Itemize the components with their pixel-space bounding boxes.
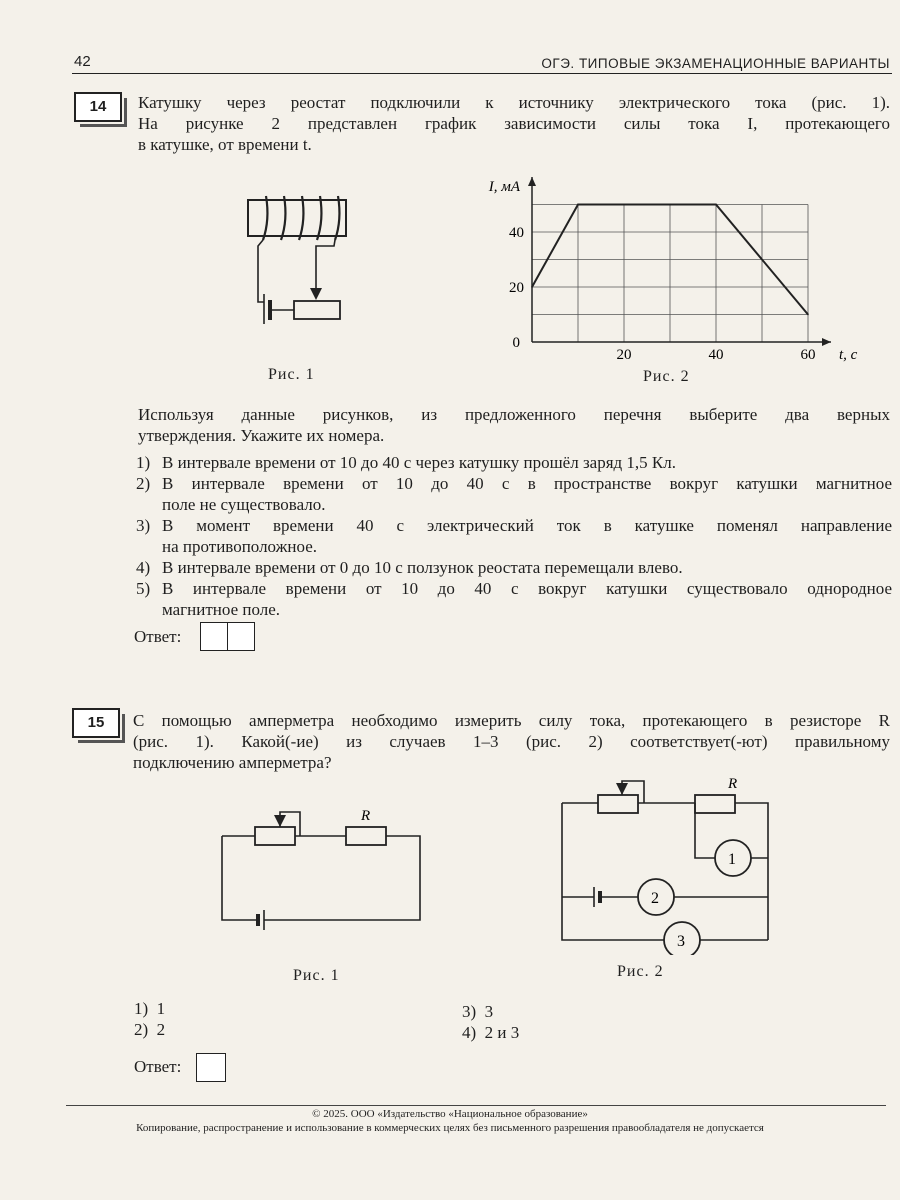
q15-intro-line-3: подключению амперметра? bbox=[133, 753, 332, 772]
q15-option-3 bbox=[462, 1001, 493, 1022]
question-14-number: 14 bbox=[74, 92, 122, 122]
chart-x-tick-label: 60 bbox=[800, 347, 816, 363]
q14-intro-line-1: Катушку через реостат подключили к источнику электрического тока (рис. 1). bbox=[138, 93, 890, 112]
q14-options bbox=[136, 452, 892, 620]
q15-option-1-text: 1 bbox=[156, 999, 166, 1018]
q14-option-1 bbox=[136, 452, 892, 473]
q14-option-3-line-2: на противоположное. bbox=[162, 537, 317, 556]
q14-answer-cell-2[interactable] bbox=[227, 622, 255, 651]
q15-fig1-r-label: R bbox=[361, 808, 371, 824]
q15-fig1-caption: Рис. 1 bbox=[293, 967, 340, 984]
q14-intro-line-3: в катушке, от времени t. bbox=[138, 135, 312, 154]
chart-x-tick-label: 20 bbox=[616, 347, 632, 363]
q14-task bbox=[138, 404, 890, 446]
q14-option-1-text: В интервале времени от 10 до 40 с через катушку прошёл заряд 1,5 Кл. bbox=[162, 453, 677, 472]
q14-task-line-2: утверждения. Укажите их номера. bbox=[138, 426, 385, 445]
chart-point bbox=[531, 286, 533, 288]
coil-lead-left bbox=[258, 240, 264, 302]
q14-option-4-num: 4) bbox=[136, 558, 151, 577]
q15-fig1-slider-arrow bbox=[274, 815, 286, 827]
q14-option-1-num: 1) bbox=[136, 453, 151, 472]
q15-answer-cell[interactable] bbox=[196, 1053, 226, 1082]
q14-answer-cell-1[interactable] bbox=[200, 622, 228, 651]
q14-intro-line-2: На рисунке 2 представлен график зависимости силы тока I, протекающего bbox=[138, 114, 890, 133]
q15-fig2-resistor bbox=[695, 795, 735, 813]
chart-x-tick-label: 40 bbox=[708, 347, 724, 363]
q14-option-2-line-2: поле не существовало. bbox=[162, 495, 326, 514]
q15-fig2-ammeter-2-label: 2 bbox=[651, 890, 659, 907]
chart-origin-label: 0 bbox=[512, 335, 520, 351]
q15-answer-label: Ответ: bbox=[134, 1057, 182, 1076]
q15-fig2-ammeter-1-label: 1 bbox=[728, 851, 736, 868]
coil-windings bbox=[263, 196, 339, 240]
q15-fig2-branch-1-left bbox=[695, 803, 715, 858]
q15-fig2-slider-arrow bbox=[616, 783, 628, 795]
q15-fig1-resistor bbox=[346, 827, 386, 845]
chart-point bbox=[807, 314, 809, 316]
q14-option-3-line-1: В момент времени 40 с электрический ток в катушке поменял направление bbox=[162, 516, 892, 535]
chart-point bbox=[577, 204, 579, 206]
q14-task-line-1: Используя данные рисунков, из предложенного перечня выберите два верных bbox=[138, 405, 890, 424]
q15-option-3-text: 3 bbox=[484, 1002, 494, 1021]
q14-option-3-num: 3) bbox=[136, 516, 151, 535]
q15-fig2-ammeter-3-label: 3 bbox=[677, 933, 685, 950]
q15-option-2-num: 2) bbox=[134, 1020, 149, 1039]
chart-point bbox=[715, 204, 717, 206]
q14-fig2-caption: Рис. 2 bbox=[643, 368, 690, 385]
chart-x-axis-label: t, с bbox=[839, 347, 858, 363]
rheostat-slider-arrow bbox=[310, 288, 322, 300]
question-15-intro bbox=[133, 710, 890, 773]
q15-option-4-text: 2 и 3 bbox=[484, 1023, 520, 1042]
chart-y-axis-label: I, мА bbox=[488, 179, 520, 195]
q14-option-2 bbox=[136, 473, 892, 515]
q14-option-5 bbox=[136, 578, 892, 620]
q14-current-time-chart bbox=[480, 160, 880, 365]
q14-option-2-line-1: В интервале времени от 10 до 40 с в пространстве вокруг катушки магнитное bbox=[162, 474, 892, 493]
q14-option-3 bbox=[136, 515, 892, 557]
q14-option-5-num: 5) bbox=[136, 579, 151, 598]
q14-fig1-caption: Рис. 1 bbox=[268, 366, 315, 383]
chart-y-tick-label: 40 bbox=[509, 225, 524, 241]
footer-rule bbox=[66, 1105, 886, 1106]
rheostat bbox=[294, 301, 340, 319]
q15-option-1-num: 1) bbox=[134, 999, 149, 1018]
header-rule bbox=[72, 73, 892, 74]
q15-option-4 bbox=[462, 1022, 519, 1043]
question-14-intro bbox=[138, 92, 890, 155]
footer-notice: Копирование, распространение и использование в коммерческих целях без письменного разрешения правообладателя не допускается bbox=[136, 1122, 764, 1134]
chart-y-axis-arrow bbox=[528, 177, 536, 186]
q15-fig2-left-wire bbox=[562, 803, 664, 940]
q15-option-3-num: 3) bbox=[462, 1002, 477, 1021]
q14-answer-label: Ответ: bbox=[134, 627, 182, 646]
q15-intro-line-1: С помощью амперметра необходимо измерить силу тока, протекающего в резисторе R bbox=[133, 711, 890, 730]
q15-figure-1-circuit bbox=[210, 800, 440, 940]
q14-option-5-line-1: В интервале времени от 10 до 40 с вокруг катушки существовало однородное bbox=[162, 579, 892, 598]
q15-option-4-num: 4) bbox=[462, 1023, 477, 1042]
q14-option-4 bbox=[136, 557, 892, 578]
question-15-number: 15 bbox=[72, 708, 120, 738]
q15-fig2-caption: Рис. 2 bbox=[617, 963, 664, 980]
q14-option-5-line-2: магнитное поле. bbox=[162, 600, 281, 619]
q15-intro-line-2: (рис. 1). Какой(-ие) из случаев 1–3 (рис. 2) соответствует(-ют) правильному bbox=[133, 732, 890, 751]
q15-figure-2-circuit bbox=[550, 775, 790, 955]
q15-fig2-r-label: R bbox=[728, 776, 738, 792]
page-number: 42 bbox=[74, 53, 91, 70]
footer-copyright: © 2025. ООО «Издательство «Национальное образование» bbox=[312, 1108, 588, 1120]
q15-fig1-rheostat bbox=[255, 827, 295, 845]
q15-fig2-rheostat bbox=[598, 795, 638, 813]
q14-option-4-text: В интервале времени от 0 до 10 с ползунок реостата перемещали влево. bbox=[162, 558, 683, 577]
q14-option-2-num: 2) bbox=[136, 474, 151, 493]
q14-figure-1-circuit bbox=[230, 190, 370, 335]
slider-wire bbox=[316, 240, 335, 294]
q15-option-1 bbox=[134, 998, 165, 1019]
chart-y-tick-label: 20 bbox=[509, 280, 524, 296]
coil-core bbox=[248, 200, 346, 236]
running-header-title: ОГЭ. ТИПОВЫЕ ЭКЗАМЕНАЦИОННЫЕ ВАРИАНТЫ bbox=[541, 56, 890, 71]
chart-x-axis-arrow bbox=[822, 338, 831, 346]
q15-option-2-text: 2 bbox=[156, 1020, 166, 1039]
q15-option-2 bbox=[134, 1019, 165, 1040]
